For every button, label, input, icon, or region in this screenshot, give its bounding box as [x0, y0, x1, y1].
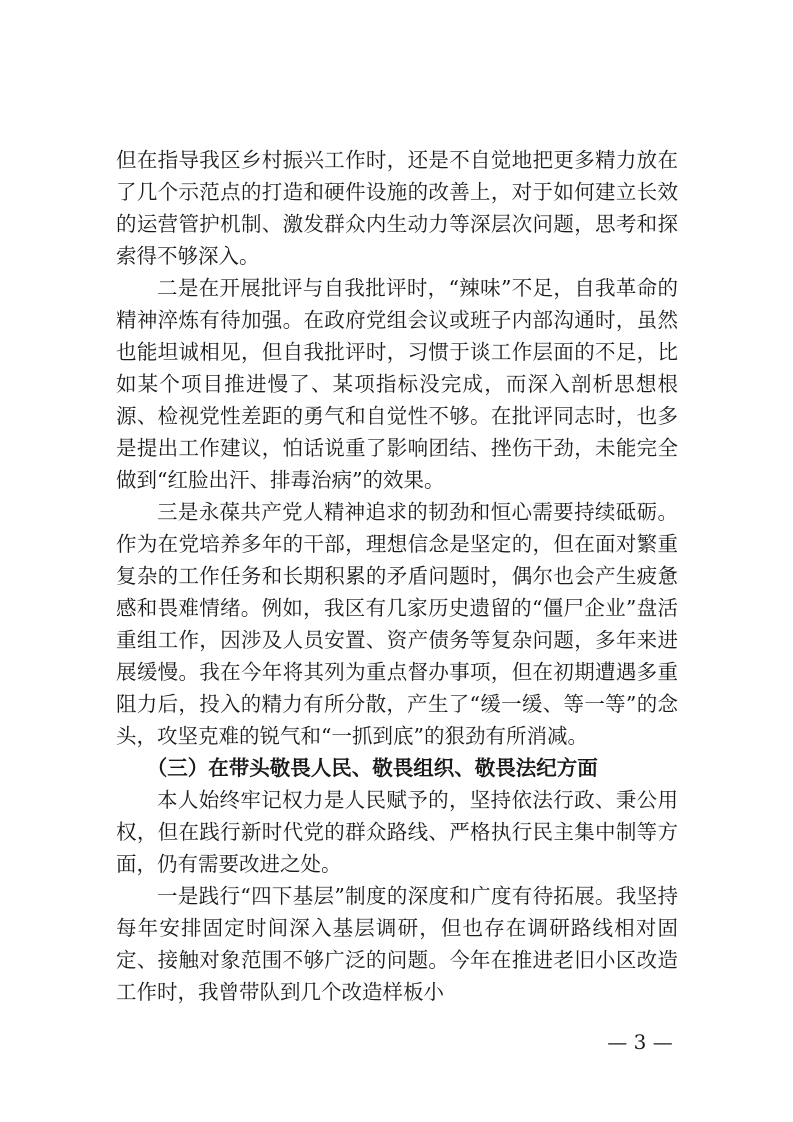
paragraph-perseverance: 三是永葆共产党人精神追求的韧劲和恒心需要持续砥砺。作为在党培养多年的干部，理想信念是坚定的，但在面对繁重复杂的工作任务和长期积累的矛盾问题时，偶尔也会产生疲惫感和畏难情绪。例如，我区有几家历史遗留的“僵尸企业”盘活重组工作，因涉及人员安置、资产债务等复杂问题，多年来进展缓慢。我在今年将其列为重点督办事项，但在初期遭遇多重阻力后，投入的精力有所分散，产生了“缓一缓、等一等”的念头，攻坚克难的锐气和“一抓到底”的狠劲有所消减。 — [116, 500, 678, 748]
paragraph-grassroots: 一是践行“四下基层”制度的深度和广度有待拓展。我坚持每年安排固定时间深入基层调研，但也存在调研路线相对固定、接触对象范围不够广泛的问题。今年在推进老旧小区改造工作时，我曾带队到几个改造样板小 — [116, 884, 678, 1004]
paragraph-section-intro: 本人始终牢记权力是人民赋予的，坚持依法行政、秉公用权，但在践行新时代党的群众路线、严格执行民主集中制等方面，仍有需要改进之处。 — [116, 788, 678, 876]
page-number: — 3 — — [607, 1030, 673, 1054]
section-heading: （三）在带头敬畏人民、敬畏组织、敬畏法纪方面 — [146, 756, 598, 780]
document-body — [116, 144, 678, 1008]
paragraph-continuation: 但在指导我区乡村振兴工作时，还是不自觉地把更多精力放在了几个示范点的打造和硬件设施的改善上，对于如何建立长效的运营管护机制、激发群众内生动力等深层次问题，思考和探索得不够深入。 — [116, 148, 678, 268]
paragraph-criticism: 二是在开展批评与自我批评时，“辣味”不足，自我革命的精神淬炼有待加强。在政府党组会议或班子内部沟通时，虽然也能坦诚相见，但自我批评时，习惯于谈工作层面的不足，比如某个项目推进慢了、某项指标没完成，而深入剖析思想根源、检视党性差距的勇气和自觉性不够。在批评同志时，也多是提出工作建议，怕话说重了影响团结、挫伤干劲，未能完全做到“红脸出汗、排毒治病”的效果。 — [116, 276, 678, 492]
